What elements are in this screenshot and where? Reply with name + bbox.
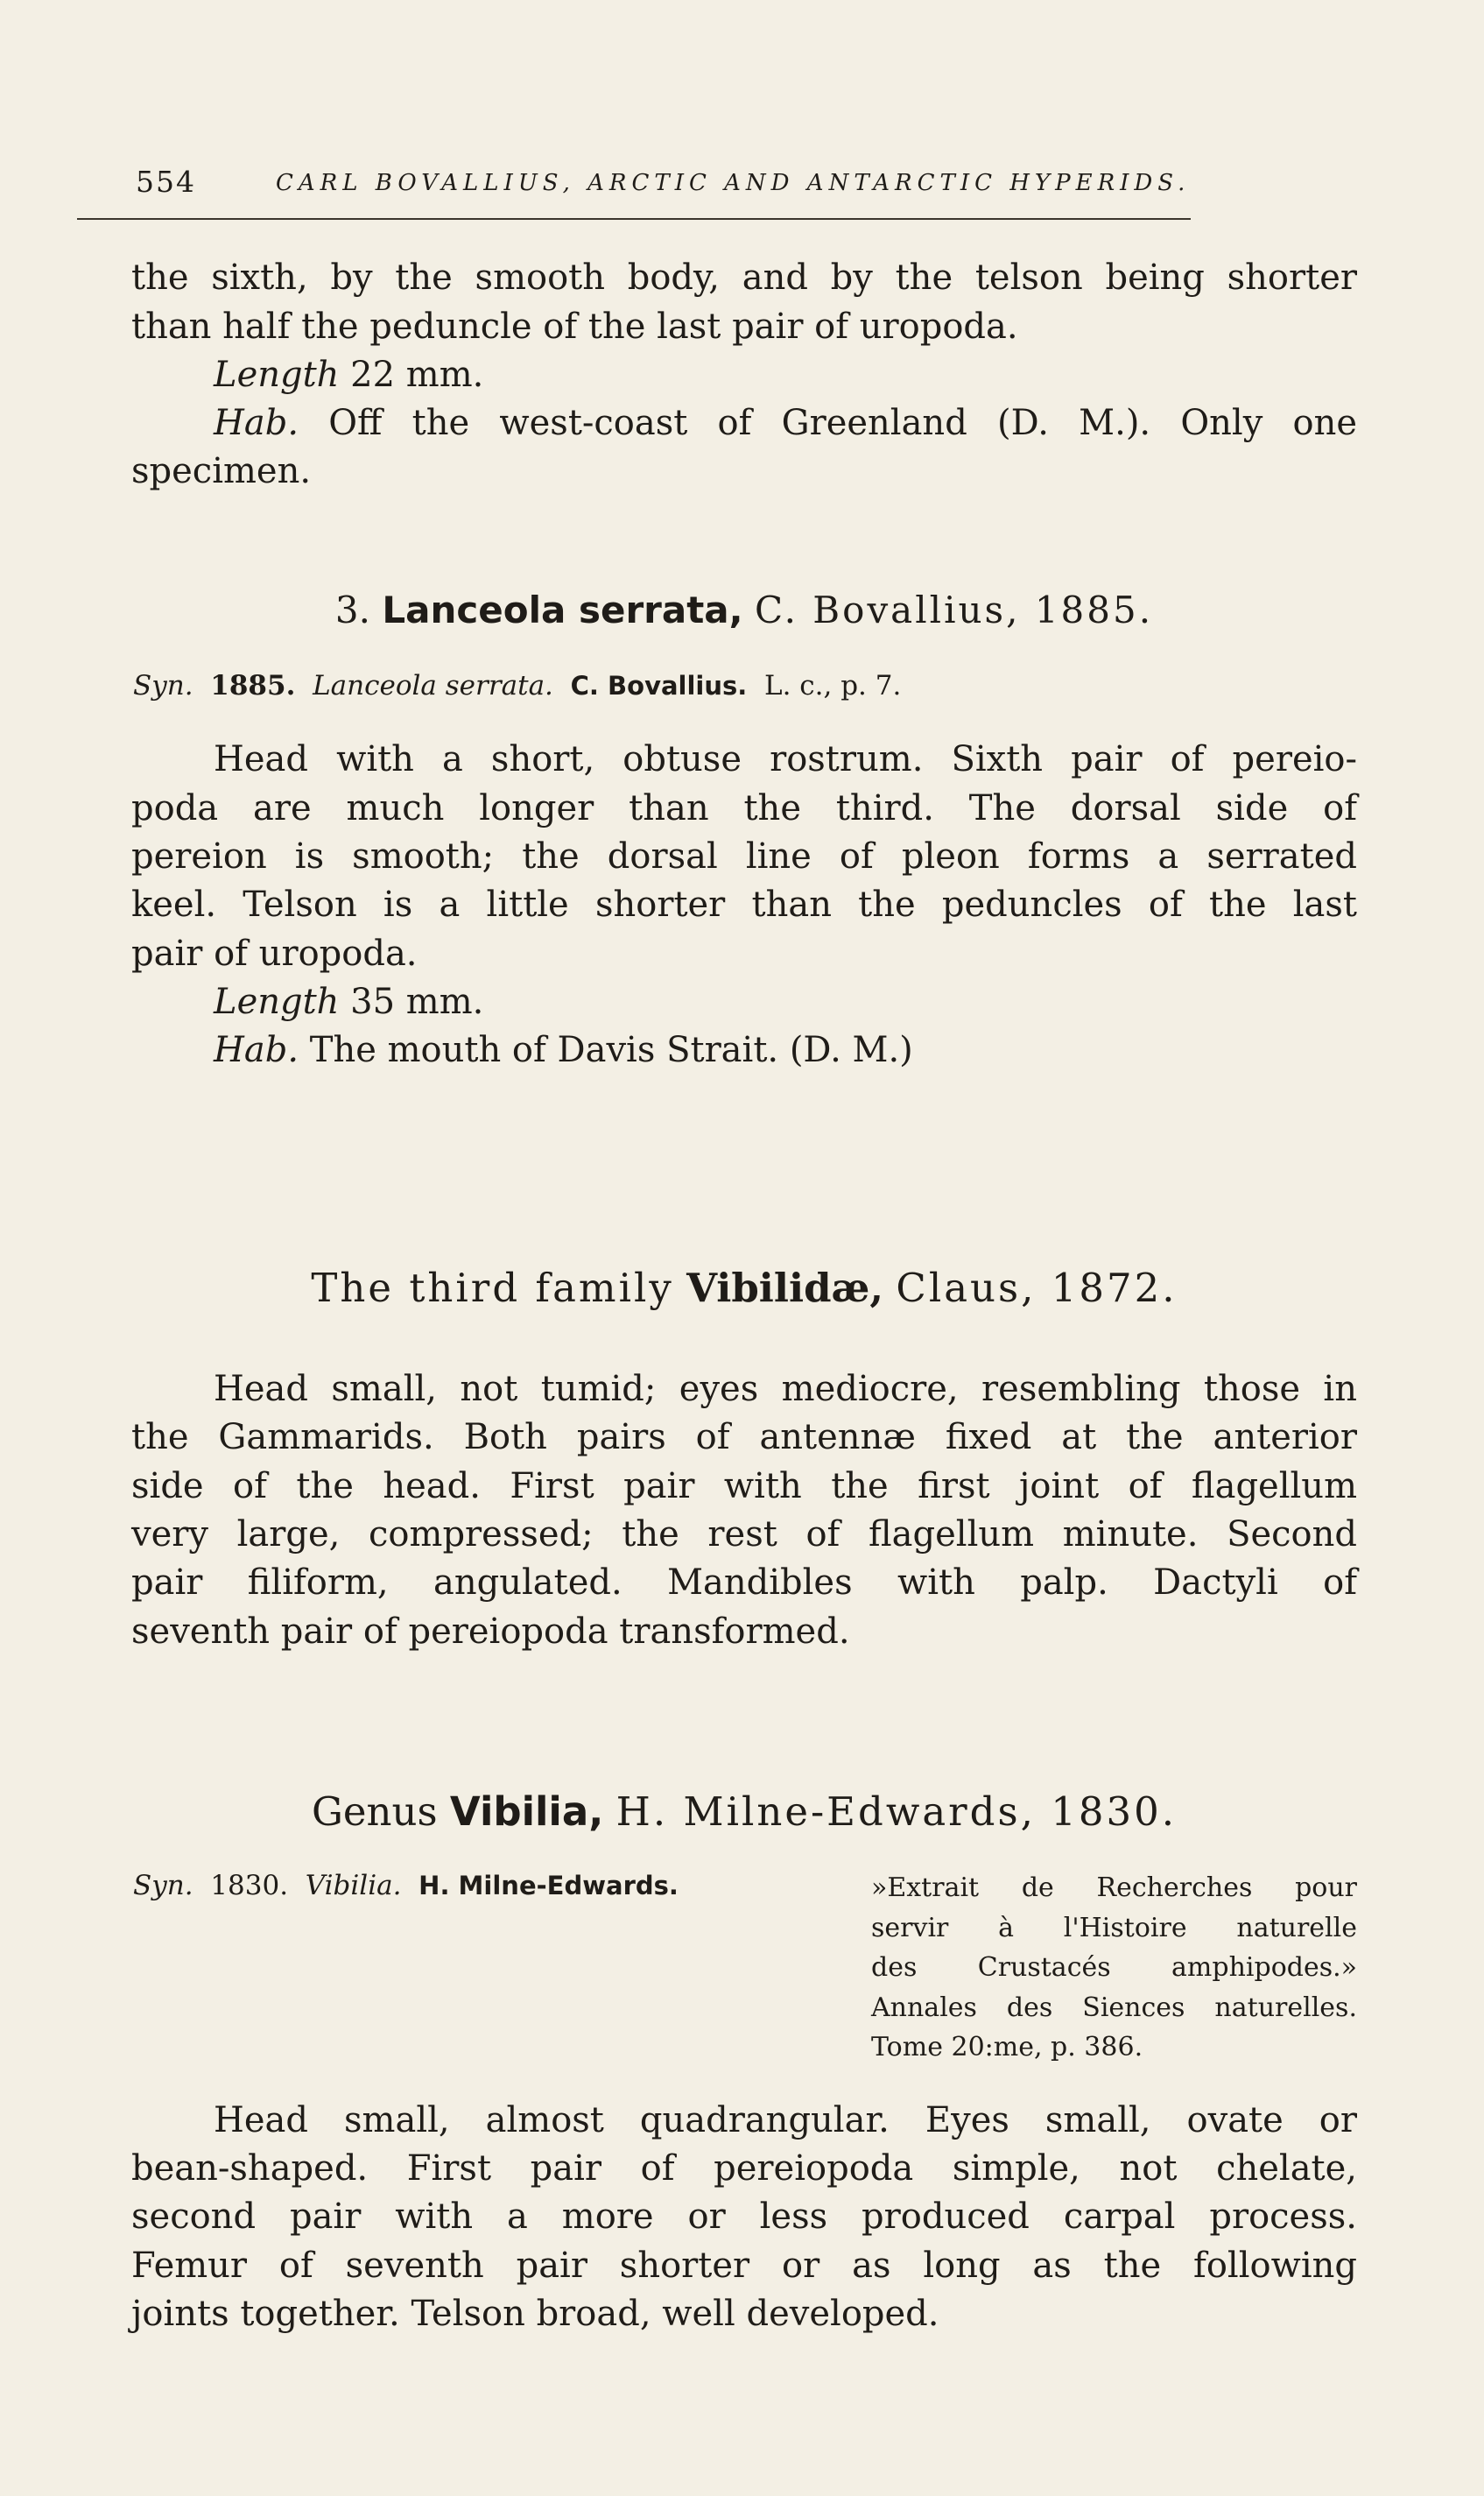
syn-label: Syn. [133, 1870, 193, 1901]
length-line [214, 351, 483, 400]
continuation-line-1: the sixth, by the smooth body, and by the telson being shorter [131, 257, 1357, 298]
family-name: Vibilidæ, [686, 1265, 884, 1311]
species-number: 3. [334, 589, 370, 631]
species-description-line: pereion is smooth; the dorsal line of pleon forms a serrated [131, 836, 1357, 877]
running-head [136, 158, 1239, 210]
running-title: CARL BOVALLIUS, ARCTIC AND ANTARCTIC HYPERIDS. [276, 170, 1191, 196]
genus-prefix: Genus [311, 1788, 438, 1835]
genus-description-line: second pair with a more or less produced carpal process. [131, 2196, 1357, 2237]
length-value: 22 mm. [350, 355, 484, 395]
species-length-line [214, 978, 483, 1027]
species-habitat-line [214, 1026, 913, 1075]
species-description-line: poda are much longer than the third. The dorsal side of [131, 788, 1357, 828]
species-description-line: keel. Telson is a little shorter than the peduncles of the last [131, 885, 1357, 925]
header-rule [77, 218, 1191, 220]
genus-name: Vibilia, [449, 1788, 604, 1835]
species-description-line: pair of uropoda. [131, 934, 418, 974]
syn-year: 1885. [210, 670, 296, 702]
syn-ref: L. c., p. 7. [764, 670, 902, 702]
family-description-line: side of the head. First pair with the first joint of flagellum [131, 1466, 1357, 1506]
habitat-line-2: specimen. [131, 451, 312, 491]
genus-description-line: Head small, almost quadrangular. Eyes small, ovate or [214, 2100, 1357, 2140]
family-description-line: seventh pair of pereiopoda transformed. [131, 1611, 850, 1652]
page-number: 554 [136, 165, 196, 199]
length-label: Length [214, 982, 340, 1022]
reference-line: Tome 20:me, p. 386. [871, 2032, 1143, 2062]
habitat-line [131, 399, 1357, 448]
length-label: Length [214, 355, 340, 395]
family-description-line: the Gammarids. Both pairs of antennæ fixed at the anterior [131, 1417, 1357, 1457]
syn-author: H. Milne-Edwards. [418, 1871, 679, 1900]
hab-label: Hab. [214, 403, 299, 443]
species-name: Lanceola serrata, [382, 589, 743, 631]
syn-name: Vibilia. [305, 1870, 402, 1901]
length-value: 35 mm. [350, 982, 484, 1022]
reference-line: »Extrait de Recherches pour [871, 1872, 1357, 1903]
hab-value-line-1: Off the west-coast of Greenland (D. M.). Only one [328, 403, 1358, 443]
species-heading [131, 589, 1357, 631]
species-description-line: Head with a short, obtuse rostrum. Sixth pair of pereio- [214, 739, 1357, 779]
hab-value: The mouth of Davis Strait. (D. M.) [309, 1030, 913, 1070]
species-synonymy [133, 670, 901, 702]
genus-description-line: joints together. Telson broad, well developed. [131, 2294, 939, 2334]
family-description-line: pair filiform, angulated. Mandibles with palp. Dactyli of [131, 1562, 1357, 1603]
family-heading [131, 1265, 1357, 1311]
genus-synonymy [133, 1870, 679, 1901]
genus-heading [131, 1788, 1357, 1835]
syn-year: 1830. [210, 1870, 289, 1901]
family-authority: Claus, 1872. [896, 1265, 1178, 1311]
family-prefix: The third family [311, 1265, 674, 1311]
species-authority: C. Bovallius, 1885. [754, 589, 1154, 631]
family-description-line: very large, compressed; the rest of flagellum minute. Second [131, 1514, 1357, 1555]
syn-author: C. Bovallius. [570, 671, 748, 701]
reference-line: des Crustacés amphipodes.» [871, 1952, 1357, 1983]
genus-description-line: bean-shaped. First pair of pereiopoda simple, not chelate, [131, 2148, 1357, 2189]
genus-authority: H. Milne-Edwards, 1830. [615, 1788, 1178, 1835]
syn-name: Lanceola serrata. [313, 670, 553, 702]
reference-line: Annales des Siences naturelles. [871, 1992, 1357, 2023]
genus-description-line: Femur of seventh pair shorter or as long as the following [131, 2246, 1357, 2286]
family-description-line: Head small, not tumid; eyes mediocre, resembling those in [214, 1369, 1357, 1409]
genus-synonymy-reference [871, 1868, 1357, 2068]
syn-label: Syn. [133, 670, 193, 702]
continuation-line-2: than half the peduncle of the last pair of uropoda. [131, 307, 1018, 347]
hab-label: Hab. [214, 1030, 299, 1070]
reference-line: servir à l'Histoire naturelle [871, 1912, 1357, 1943]
